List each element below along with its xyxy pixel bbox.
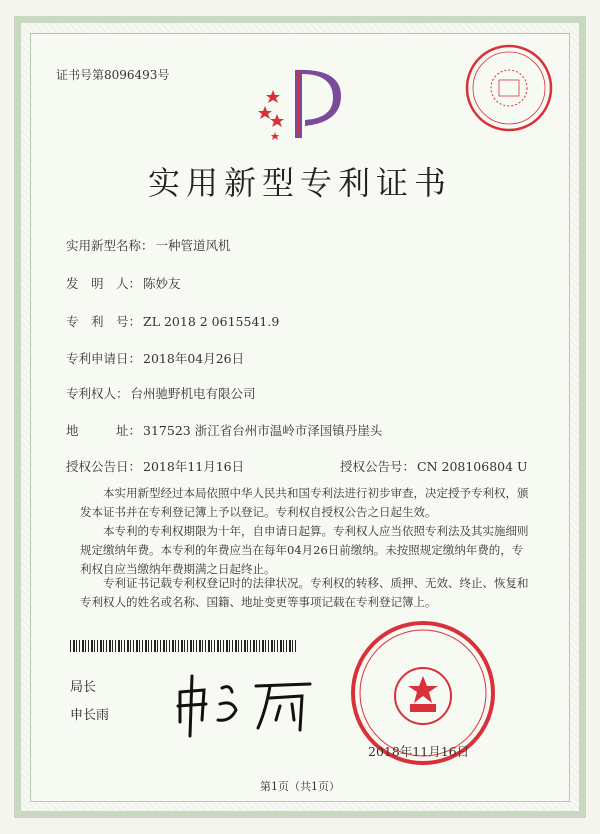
barcode-icon [70, 640, 296, 652]
certificate-number: 证书号第8096493号 [56, 68, 170, 82]
cnipa-logo-icon [255, 62, 365, 142]
page-number: 第1页（共1页） [260, 780, 340, 793]
inventor-row [66, 274, 181, 292]
field-value: 一种管道风机 [155, 238, 231, 253]
field-value: 2018年11月16日 [143, 459, 245, 474]
paragraph-register: 专利证书记载专利权登记时的法律状况。专利权的转移、质押、无效、终止、恢复和专利权人的姓名或名称、国籍、地址变更等事项记载在专利登记簿上。 [80, 576, 529, 609]
director-name: 申长雨 [70, 708, 110, 723]
agency-seal-icon [463, 42, 555, 134]
seal-date: 2018年11月16日 [368, 744, 470, 759]
field-value: 台州驰野机电有限公司 [130, 386, 256, 401]
patent-number-row [66, 312, 279, 330]
certificate-title: 实用新型专利证书 [147, 164, 452, 202]
patentee-row [66, 384, 256, 402]
field-label: 授权公告日： [66, 459, 142, 474]
paragraph-term: 本专利的专利权期限为十年，自申请日起算。专利权人应当依照专利法及其实施细则规定缴纳年费。本专利的年费应当在每年04月26日前缴纳。未按照规定缴纳年费的，专利权自应当缴纳年费期满之日起终止。 [80, 524, 529, 576]
field-label: 专利权人： [66, 386, 129, 401]
grant-date-row [66, 457, 244, 475]
utility-model-name-row [66, 236, 231, 254]
field-value: 2018年04月26日 [143, 351, 245, 366]
grant-number-row [340, 457, 528, 475]
field-value: 317523 浙江省台州市温岭市泽国镇丹崖头 [143, 423, 383, 438]
field-label: 授权公告号： [340, 459, 416, 474]
national-emblem-icon [395, 668, 451, 724]
field-label: 实用新型名称： [66, 238, 154, 253]
field-value: ZL 2018 2 0615541.9 [143, 314, 280, 329]
director-title: 局长 [70, 680, 97, 695]
field-label: 地 址： [66, 423, 142, 438]
signature-icon [170, 670, 320, 740]
field-label: 发 明 人： [66, 276, 142, 291]
address-row [66, 421, 382, 439]
field-label: 专利申请日： [66, 351, 142, 366]
filing-date-row [66, 349, 244, 367]
field-value: 陈妙友 [143, 276, 181, 291]
field-value: CN 208106804 U [417, 459, 528, 474]
field-label: 专 利 号： [66, 314, 142, 329]
paragraph-grant: 本实用新型经过本局依照中华人民共和国专利法进行初步审查，决定授予专利权，颁发本证书并在专利登记簿上予以登记。专利权自授权公告之日起生效。 [80, 486, 529, 519]
